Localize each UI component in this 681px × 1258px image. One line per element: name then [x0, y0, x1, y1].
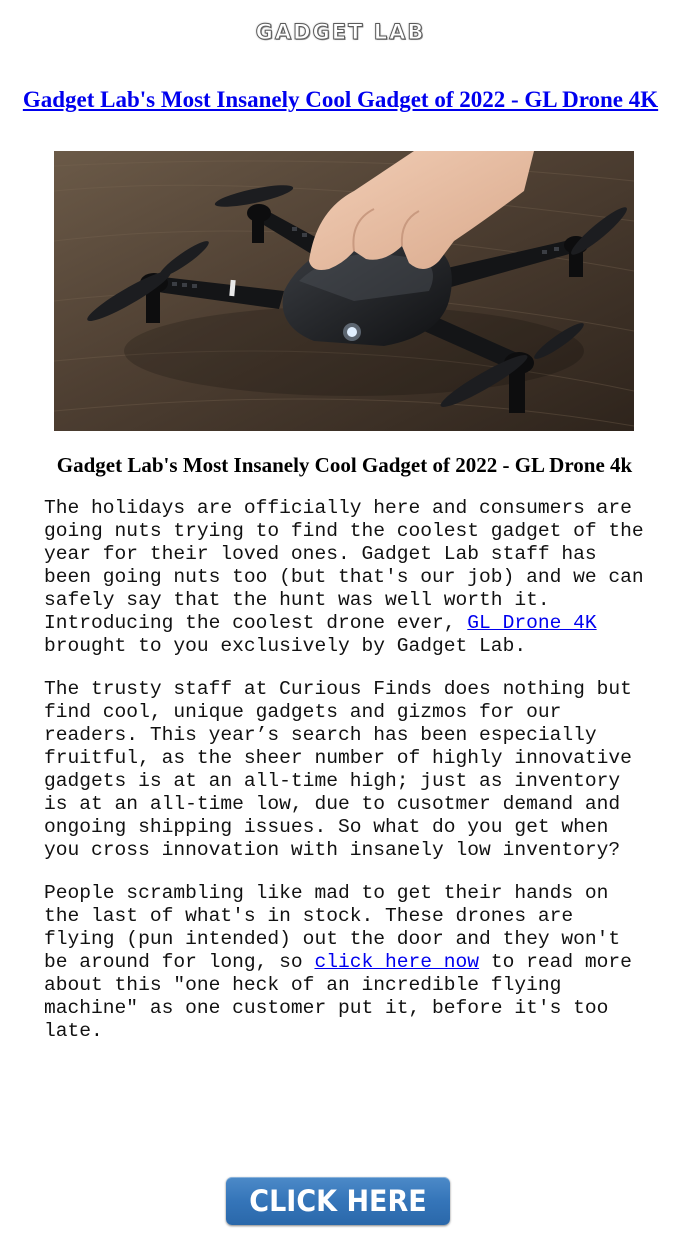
header: [0, 20, 681, 44]
hero-drone-image[interactable]: [54, 151, 634, 431]
drone-photo: [54, 151, 634, 431]
paragraph-staff: The trusty staff at Curious Finds does nothing but find cool, unique gadgets and gizmos for our readers. This year’s search has been especially fruitful, as the sheer number of highly innovative gadgets is at an all-time high; just as inventory is at an all-time low, due to cusotmer demand and ongoing shipping issues. So what do you get when you cross innovation with insanely low inventory?: [44, 678, 632, 861]
paragraph-scarcity: People scrambling like mad to get their hands on the last of what's in stock. These drones are flying (pun intended) out the door and they won't be around for long, so click here now to read more about this "one heck of an incredible flying machine" as one customer put it, before it's too late.: [44, 882, 632, 1042]
click-here-now-link[interactable]: click here now: [314, 951, 480, 973]
article-body: [44, 497, 644, 1063]
article-subheading: Gadget Lab's Most Insanely Cool Gadget of 2022 - GL Drone 4k: [56, 453, 633, 477]
click-here-label: CLICK HERE: [249, 1183, 427, 1219]
site-logo[interactable]: GADGET LAB: [255, 20, 426, 44]
paragraph-intro: The holidays are officially here and consumers are going nuts trying to find the coolest gadget of the year for their loved ones. Gadget Lab staff has been going nuts too (but that's our job) and we can safely say that the hunt was well worth it. Introducing the coolest drone ever, GL Drone 4K brought to you exclusively by Gadget Lab.: [44, 497, 644, 657]
click-here-button[interactable]: [226, 1177, 450, 1225]
headline-link[interactable]: Gadget Lab's Most Insanely Cool Gadget of 2022 - GL Drone 4K: [22, 87, 659, 112]
page-headline: [0, 87, 681, 113]
gl-drone-link[interactable]: GL Drone 4K: [467, 612, 597, 634]
